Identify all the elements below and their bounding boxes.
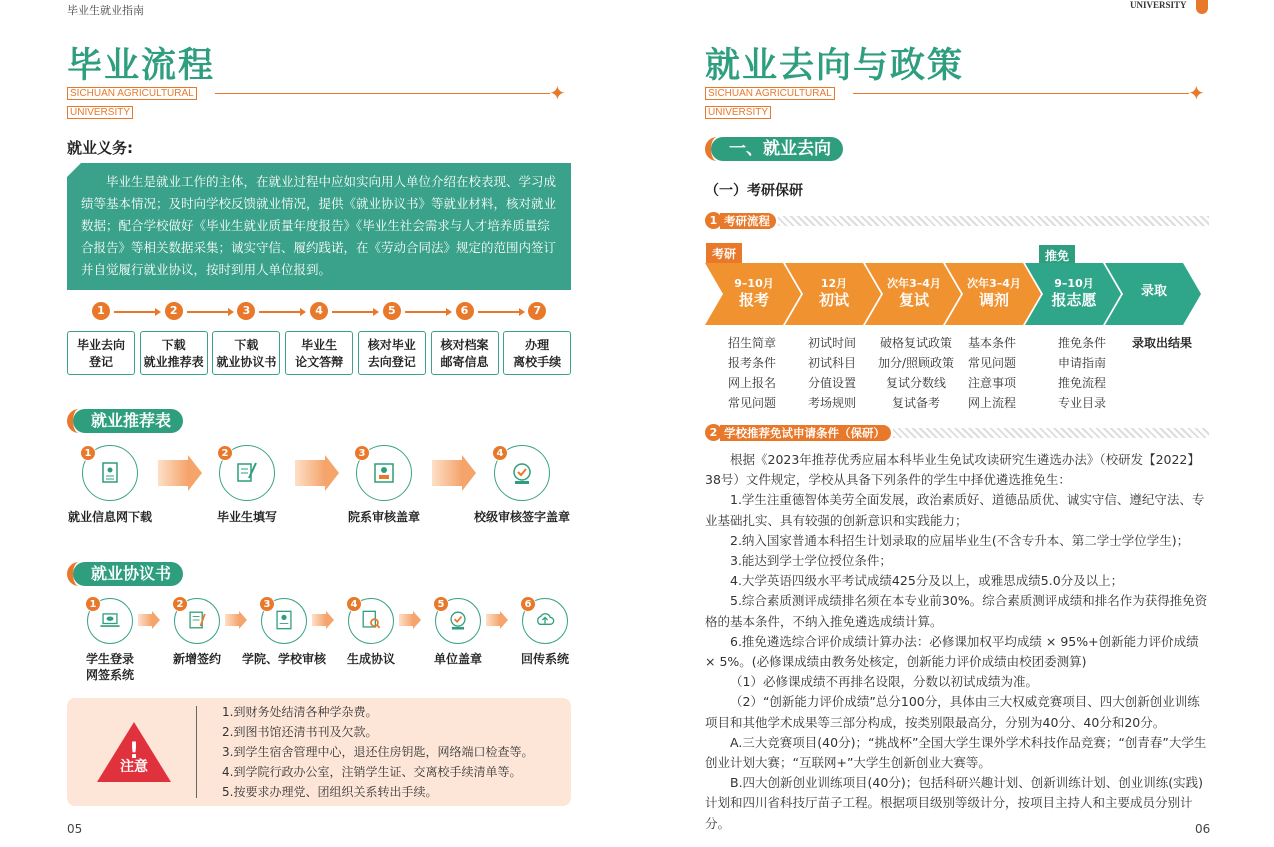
policy-paragraph: A.三大竞赛项目(40分)；“挑战杯”全国大学生课外学术科技作品竞赛；“创青春”大学生创业计划大赛；“互联网+”大学生创新创业大赛等。: [705, 734, 1207, 771]
column-item: 分值设置: [807, 376, 856, 390]
policy-paragraph: 6.推免遴选综合评价成绩计算办法：必修课加权平均成绩 × 95%+创新能力评价成绩 × 5%。(必修课成绩由教务处核定，创新能力评价成绩由校团委测算): [705, 633, 1199, 670]
step-arrowhead: [373, 308, 379, 316]
rec-step-label: 校级审核签字盖章: [473, 510, 570, 524]
column-item: 初试科目: [807, 356, 856, 370]
divider: [196, 706, 197, 798]
chevron-stage: 初试: [818, 291, 849, 309]
hatch-rule: [893, 428, 1209, 438]
agr-step-label-1: 回传系统: [520, 652, 569, 666]
step-number: 6: [456, 302, 474, 320]
process-column: [873, 333, 959, 413]
step-arrow: [187, 311, 231, 313]
step-arrow: [332, 311, 376, 313]
agr-step-label-1: 生成协议: [346, 652, 395, 666]
agr-step-number: 3: [259, 596, 275, 612]
step-label-2: 离校手续: [513, 355, 562, 369]
step-label-2: 登记: [88, 355, 113, 369]
agr-section-header: [67, 562, 183, 586]
chevron-label: [1119, 283, 1189, 301]
step-arrowhead: [446, 308, 452, 316]
step-arrowhead: [519, 308, 525, 316]
step-label-2: 论文答辩: [295, 355, 344, 369]
sec1-title: 一、就业去向: [711, 137, 843, 161]
step-label-1: 毕业生: [301, 338, 338, 352]
column-item: 报考条件: [727, 356, 776, 370]
step-arrow: [478, 311, 522, 313]
rec-step-label: 就业信息网下载: [67, 510, 152, 524]
sign-icon: [184, 607, 210, 637]
chevron-stage: 报考: [738, 291, 769, 309]
column-item: 加分/照顾政策: [877, 356, 955, 370]
step-box: [431, 331, 499, 375]
running-header: 毕业生就业指南: [67, 4, 144, 17]
chevron-arrow-head: [462, 455, 476, 491]
chevron-arrow: [432, 460, 462, 486]
policy-paragraph: 5.综合素质测评成绩排名须在本专业前30%。综合素质测评成绩和排名作为获得推免资格的基本条件，不纳入推免遴选成绩计算。: [705, 593, 1208, 629]
seal-icon: [445, 607, 471, 637]
process-chevrons: [705, 263, 1215, 325]
rec-step-number: 3: [354, 445, 370, 461]
chevron-arrow-head: [325, 455, 339, 491]
process-column: [793, 333, 871, 413]
step-label-2: 就业推荐表: [143, 355, 204, 369]
column-item: 推免条件: [1057, 336, 1106, 350]
logo-line2: UNIVERSITY: [67, 106, 133, 119]
chevron-arrow-head: [413, 611, 421, 629]
duty-box: [67, 163, 571, 290]
sec1-header: [705, 137, 843, 161]
column-item: 申请指南: [1057, 356, 1106, 370]
chevron-stage: 复试: [898, 291, 929, 309]
step-number: 2: [165, 302, 183, 320]
step-number: 5: [383, 302, 401, 320]
column-item: 复试分数线: [885, 376, 946, 390]
chevron-arrow: [138, 614, 152, 626]
chevron-arrow: [225, 614, 239, 626]
chevron-arrow: [486, 614, 500, 626]
policy-paragraph: 2.纳入国家普通本科招生计划录取的应届毕业生(不含专升本、第二学士学位学生)；: [730, 532, 1190, 548]
tag1-row: [705, 212, 1209, 229]
agr-step-label-2: 网签系统: [85, 668, 134, 682]
agr-step-label: [65, 651, 155, 683]
rec-section-header: [67, 409, 183, 433]
chevron-label: [799, 277, 869, 309]
agr-title: 就业协议书: [73, 562, 183, 586]
chevron-stage: 报志愿: [1051, 291, 1097, 309]
policy-text: [705, 450, 1210, 834]
step-arrow: [259, 311, 303, 313]
column-item: 注意事项: [967, 376, 1016, 390]
step-label-1: 核对档案: [440, 338, 489, 352]
tag2-label: 学校推荐免试申请条件（保研）: [720, 425, 891, 441]
step-arrow: [114, 311, 158, 313]
left-page-title: 毕业流程: [67, 46, 216, 86]
policy-paragraph: 4.大学英语四级水平考试成绩425分及以上，或雅思成绩5.0分及以上；: [730, 573, 1124, 589]
chevron-arrow-head: [500, 611, 508, 629]
chevron-label: [959, 277, 1029, 309]
step-box: [503, 331, 571, 375]
duty-heading: 就业义务:: [67, 139, 133, 157]
policy-paragraph: （1）必修课成绩不再排名设限，分数以初试成绩为准。: [730, 674, 1038, 690]
policy-paragraph: （2）“创新能力评价成绩”总分100分，具体由三大权威竞赛项目、四大创新创业训练项目和其他学术成果等三部分构成，按类别限最高分，分别为40分、40分和20分。: [705, 694, 1200, 730]
column-item: 考场规则: [807, 396, 856, 410]
process-column: [1123, 333, 1201, 353]
chevron-label: [879, 277, 949, 309]
note-item: 1.到财务处结清各种学杂费。: [222, 705, 378, 719]
chevron-date: 9–10月: [734, 277, 774, 290]
column-item: 网上流程: [967, 396, 1016, 410]
seal-icon: [507, 458, 537, 492]
agr-step-number: 4: [346, 596, 362, 612]
column-item: 专业目录: [1057, 396, 1106, 410]
note-item: 5.按要求办理党、团组织关系转出手续。: [222, 785, 438, 799]
agr-step-label: [413, 651, 503, 667]
left-page-number: 05: [67, 822, 83, 836]
right-page-title: 就业去向与政策: [705, 46, 965, 86]
step-arrowhead: [300, 308, 306, 316]
duty-text: 毕业生是就业工作的主体，在就业过程中应如实向用人单位介绍在校表现、学习成绩等基本情况；及时向学校反馈就业情况，提供《就业协议书》等就业材料，核对就业数据；配合学校做好《毕业生就业质量年度报告》《毕业生社会需求与人才培养质量综合报告》等相关数据采集；诚实守信、履约践诺，在《劳动合同法》规定的范围内签订并自觉履行就业协议，按时到用人单位报到。: [81, 174, 557, 277]
step-box: [67, 331, 135, 375]
search-doc-icon: [358, 607, 384, 637]
step-number: 7: [528, 302, 546, 320]
policy-paragraph: 3.能达到学士学位授位条件；: [730, 553, 892, 569]
step-label-2: 去向登记: [367, 355, 416, 369]
step-box: [285, 331, 353, 375]
chevron-stage: 录取: [1140, 284, 1167, 299]
step-label-1: 下载: [161, 338, 186, 352]
chevron-date: 次年3–4月: [967, 277, 1021, 290]
rec-step-label: 院系审核盖章: [347, 510, 420, 524]
column-item: 常见问题: [967, 356, 1016, 370]
step-box: [212, 331, 280, 375]
chevron-date: 9–10月: [1054, 277, 1094, 290]
chevron-date: 12月: [820, 277, 848, 290]
policy-paragraph: 1.学生注重德智体美劳全面发展，政治素质好、道德品质优、诚实守信、遵纪守法、专业基础扎实、具有较强的创新意识和实践能力；: [705, 492, 1205, 528]
note-item: 4.到学院行政办公室，注销学生证、交离校手续清单等。: [222, 765, 522, 779]
star-icon: ✦: [1188, 81, 1205, 105]
process-columns: [705, 333, 1215, 415]
tag2-row: [705, 424, 1209, 441]
fold-corner: [67, 163, 81, 177]
logo-line1: SICHUAN AGRICULTURAL: [67, 87, 197, 100]
column-item: 基本条件: [967, 336, 1016, 350]
chevron-arrow: [312, 614, 326, 626]
rec-step-number: 4: [492, 445, 508, 461]
agr-step-label: [326, 651, 416, 667]
agr-step-number: 5: [433, 596, 449, 612]
chevron-arrow-head: [326, 611, 334, 629]
right-page-number: 06: [1195, 822, 1211, 836]
agr-step-label: [239, 651, 329, 667]
notes-list: [222, 702, 533, 802]
agr-step-number: 1: [85, 596, 101, 612]
step-label-1: 下载: [234, 338, 259, 352]
note-item: 3.到学生宿舍管理中心，退还住房钥匙，网络端口检查等。: [222, 745, 534, 759]
column-item: 常见问题: [727, 396, 776, 410]
school-wordmark: UNIVERSITY: [1130, 0, 1187, 10]
agr-step-label: [500, 651, 590, 667]
chevron-label: [1039, 277, 1109, 309]
logo-line1: SICHUAN AGRICULTURAL: [705, 87, 835, 100]
agr-step-label-1: 单位盖章: [433, 652, 482, 666]
left-logo: [67, 81, 197, 119]
warning-label: 注意: [120, 759, 148, 775]
step-label-1: 办理: [525, 338, 550, 352]
laptop-icon: [97, 607, 123, 637]
note-item: 2.到图书馆还清书刊及欠款。: [222, 725, 378, 739]
step-box: [358, 331, 426, 375]
upload-icon: [532, 607, 558, 637]
chevron-arrow-head: [239, 611, 247, 629]
chevron-arrow: [158, 460, 188, 486]
tag1-number: 1: [705, 212, 722, 229]
graduation-steps: [67, 302, 572, 377]
step-number: 3: [237, 302, 255, 320]
pen-icon: [232, 458, 262, 492]
title-rule: [853, 93, 1189, 94]
column-item: 复试备考: [891, 396, 940, 410]
column-item: 推免流程: [1057, 376, 1106, 390]
process-column: [1043, 333, 1121, 413]
step-label-1: 毕业去向: [76, 338, 125, 352]
policy-paragraph: B.四大创新创业训练项目(40分)；包括科研兴趣计划、创新训练计划、创业训练(实践)计划和四川省科技厅苗子工程。根据项目级别等级计分，按项目主持人和主要成员分别计分。: [705, 775, 1203, 831]
tag2-number: 2: [705, 424, 722, 441]
step-box: [140, 331, 208, 375]
column-item: 录取出结果: [1131, 336, 1192, 350]
chevron-stage: 调剂: [978, 291, 1009, 309]
rec-title: 就业推荐表: [73, 409, 183, 433]
step-number: 1: [92, 302, 110, 320]
column-item: 破格复试政策: [879, 336, 952, 350]
svg-text:!: !: [128, 739, 140, 764]
hatch-rule: [778, 216, 1209, 226]
policy-paragraph: 根据《2023年推荐优秀应届本科毕业生免试攻读研究生遴选办法》（校研发【2022】38号）文件规定，学校从具备下列条件的学生中择优遴选推免生：: [705, 452, 1200, 488]
step-arrow: [405, 311, 449, 313]
tag1-label: 考研流程: [720, 213, 776, 229]
agr-step-label-1: 学院、学校审核: [241, 652, 326, 666]
column-item: 初试时间: [807, 336, 856, 350]
chevron-date: 次年3–4月: [887, 277, 941, 290]
kaoyan-tag: 考研: [706, 243, 742, 264]
rec-step-number: 2: [217, 445, 233, 461]
step-arrowhead: [155, 308, 161, 316]
step-label-2: 就业协议书: [216, 355, 277, 369]
rec-step-label: 毕业生填写: [216, 510, 277, 524]
flame-logo-icon: [1196, 0, 1208, 14]
step-label-2: 邮寄信息: [440, 355, 489, 369]
column-item: 招生简章: [727, 336, 776, 350]
leaving-notes-box: [67, 698, 571, 806]
right-logo: [705, 81, 835, 119]
agr-step-number: 2: [172, 596, 188, 612]
tuimian-tag: 推免: [1039, 245, 1075, 266]
star-icon: ✦: [549, 81, 566, 105]
sub1-title: （一）考研保研: [705, 183, 803, 199]
agr-steps: [67, 596, 577, 686]
agr-step-label: [152, 651, 242, 667]
process-column: [713, 333, 791, 413]
stamp-person-icon: [369, 458, 399, 492]
review-icon: [271, 607, 297, 637]
step-label-1: 核对毕业: [367, 338, 416, 352]
agr-step-label-1: 新增签约: [172, 652, 221, 666]
agr-step-label-1: 学生登录: [85, 652, 134, 666]
step-number: 4: [310, 302, 328, 320]
chevron-arrow-head: [188, 455, 202, 491]
logo-line2: UNIVERSITY: [705, 106, 771, 119]
rec-step-number: 1: [80, 445, 96, 461]
chevron-arrow: [295, 460, 325, 486]
step-arrowhead: [228, 308, 234, 316]
chevron-arrow-head: [152, 611, 160, 629]
chevron-arrow: [399, 614, 413, 626]
document-icon: [95, 458, 125, 492]
agr-step-number: 6: [520, 596, 536, 612]
rec-steps: [67, 443, 577, 528]
chevron-label: [719, 277, 789, 309]
column-item: 网上报名: [727, 376, 776, 390]
title-rule: [215, 93, 550, 94]
process-column: [953, 333, 1031, 413]
